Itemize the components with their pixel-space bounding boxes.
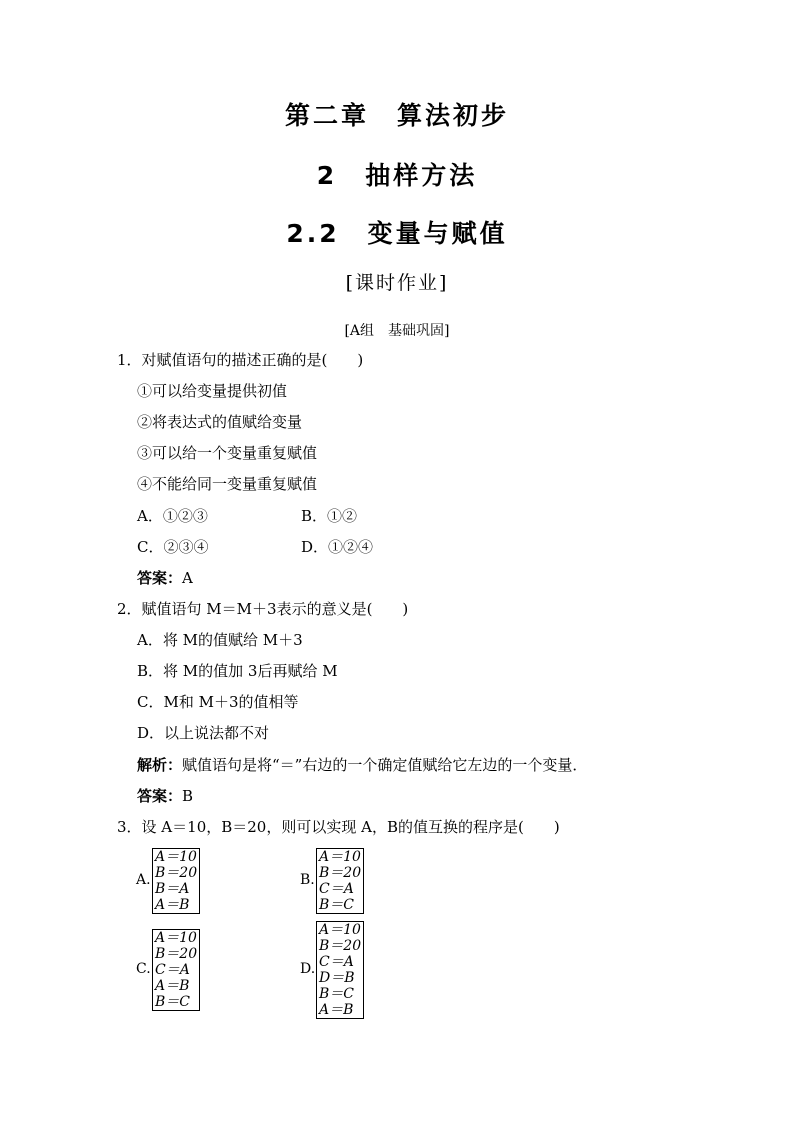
q1-answer-value: A bbox=[182, 569, 193, 587]
q3-program-d-line: A＝B bbox=[319, 1002, 354, 1018]
q2-analysis bbox=[137, 755, 587, 775]
q2-option-d: D．以上说法都不对 bbox=[137, 724, 270, 742]
q3-program-c-line: B＝20 bbox=[155, 946, 198, 962]
q2-answer bbox=[137, 786, 193, 806]
q1-option-a: A．①②③ bbox=[137, 507, 208, 525]
q3-program-b-line: C＝A bbox=[319, 881, 354, 897]
chapter-title: 第二章 算法初步 bbox=[284, 101, 509, 130]
q1-answer-label: 答案： bbox=[137, 569, 183, 587]
q1-answer bbox=[137, 568, 193, 588]
q1-item-3: ③可以给一个变量重复赋值 bbox=[137, 444, 318, 462]
q3-program-d-line: A＝10 bbox=[319, 922, 361, 938]
q3-option-a-label: A. bbox=[136, 872, 151, 888]
q3-program-c-line: A＝10 bbox=[155, 930, 197, 946]
q1-item-2: ②将表达式的值赋给变量 bbox=[137, 413, 303, 431]
q3-program-a-line: A＝B bbox=[155, 897, 190, 913]
q2-option-c: C．M和 M＋3的值相等 bbox=[137, 693, 299, 711]
q3-program-d-line: D＝B bbox=[319, 970, 355, 986]
q3-program-a-line: A＝10 bbox=[155, 849, 197, 865]
q3-program-c-line: A＝B bbox=[155, 978, 190, 994]
q2-analysis-label: 解析： bbox=[137, 756, 183, 774]
q2-analysis-text: 赋值语句是将“＝”右边的一个确定值赋给它左边的一个变量． bbox=[182, 756, 588, 774]
q3-program-b-line: B＝20 bbox=[319, 865, 362, 881]
q2-stem: 2．赋值语句 M＝M＋3表示的意义是( ) bbox=[117, 600, 409, 618]
q2-answer-label: 答案： bbox=[137, 787, 183, 805]
q3-program-a-line: B＝A bbox=[155, 881, 190, 897]
q3-option-c-label: C. bbox=[136, 961, 151, 977]
q3-stem: 3．设 A＝10，B＝20，则可以实现 A，B的值互换的程序是( ) bbox=[117, 818, 560, 836]
q3-program-b-line: A＝10 bbox=[319, 849, 361, 865]
q3-program-a bbox=[152, 848, 200, 914]
q3-program-c bbox=[152, 929, 200, 1011]
q3-program-b-line: B＝C bbox=[319, 897, 354, 913]
q1-stem: 1．对赋值语句的描述正确的是( ) bbox=[117, 351, 364, 369]
q3-option-b-label: B. bbox=[300, 872, 315, 888]
q1-item-1: ①可以给变量提供初值 bbox=[137, 382, 288, 400]
subsection-title: 2.2 变量与赋值 bbox=[286, 219, 508, 248]
q2-option-a: A．将 M的值赋给 M＋3 bbox=[137, 631, 303, 649]
q3-program-d-line: C＝A bbox=[319, 954, 354, 970]
q2-answer-value: B bbox=[182, 787, 194, 805]
q1-option-c: C．②③④ bbox=[137, 538, 209, 556]
group-heading: [A组 基础巩固] bbox=[344, 323, 450, 339]
q3-program-b bbox=[316, 848, 364, 914]
q1-option-d: D．①②④ bbox=[301, 538, 374, 556]
q3-program-c-line: B＝C bbox=[155, 994, 190, 1010]
q2-option-b: B．将 M的值加 3后再赋给 M bbox=[137, 662, 338, 680]
q1-option-b: B．①② bbox=[301, 507, 358, 525]
q3-program-c-line: C＝A bbox=[155, 962, 190, 978]
q3-program-d-line: B＝C bbox=[319, 986, 354, 1002]
q3-program-d-line: B＝20 bbox=[319, 938, 362, 954]
q1-item-4: ④不能给同一变量重复赋值 bbox=[137, 475, 318, 493]
q3-program-a-line: B＝20 bbox=[155, 865, 198, 881]
homework-heading: [课时作业] bbox=[345, 272, 449, 294]
q3-option-d-label: D. bbox=[300, 961, 316, 977]
section-title: 2 抽样方法 bbox=[316, 161, 478, 190]
q3-program-d bbox=[316, 921, 364, 1019]
